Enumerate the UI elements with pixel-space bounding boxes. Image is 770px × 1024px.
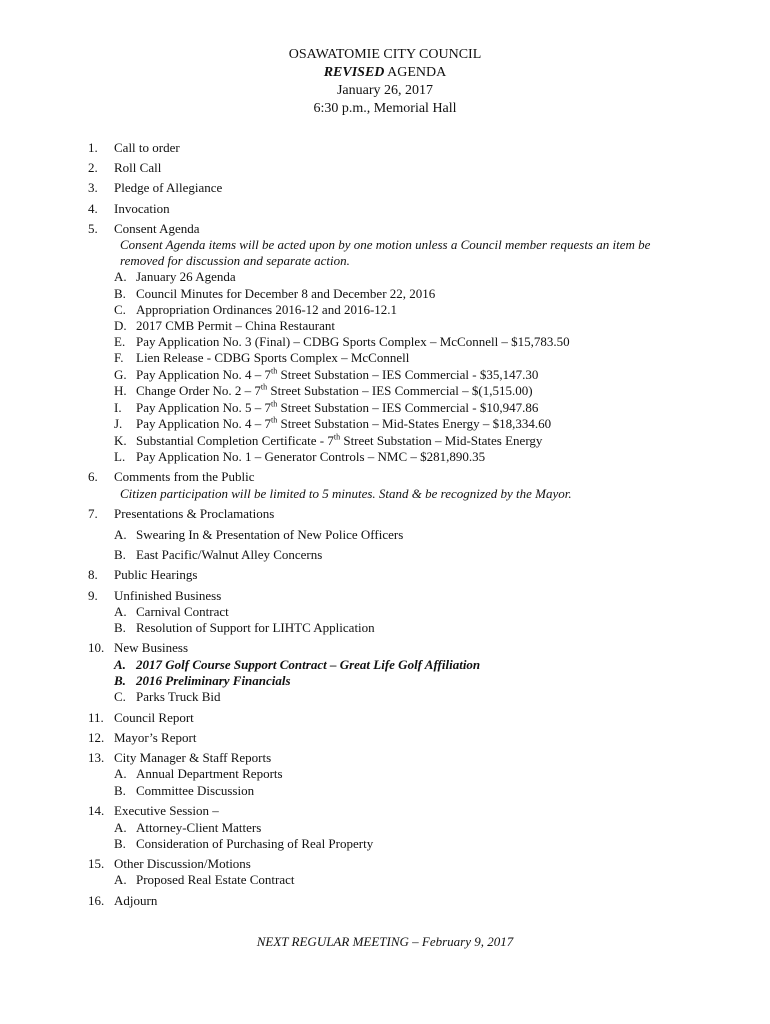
sub-text-part: Street Substation – Mid-States Energy – $18,334.60	[277, 416, 552, 431]
sub-letter: B.	[114, 673, 126, 688]
sub-text: Pay Application No. 3 (Final) – CDBG Sports Complex – McConnell – $15,783.50	[136, 334, 570, 349]
sub-letter: B.	[114, 286, 126, 301]
revised-label: REVISED	[323, 65, 385, 80]
sub-letter: C.	[114, 689, 126, 704]
sub-text	[136, 416, 551, 432]
sub-text: Pay Application No. 1 – Generator Controls – NMC – $281,890.35	[136, 449, 486, 464]
item-text: Council Report	[114, 710, 194, 725]
item-number: 10.	[88, 640, 105, 655]
ordinal-suffix: th	[271, 399, 278, 409]
ordinal-suffix: th	[260, 382, 268, 392]
item-number: 1.	[88, 140, 98, 155]
sub-text: 2017 Golf Course Support Contract – Great Life Golf Affiliation	[136, 657, 481, 672]
sub-letter: A.	[114, 766, 127, 781]
sub-text: Consideration of Purchasing of Real Property	[136, 836, 374, 851]
sub-letter: J.	[114, 416, 123, 431]
sub-text: 2016 Preliminary Financials	[136, 673, 291, 688]
sub-letter: D.	[114, 318, 127, 333]
note-text: Citizen participation will be limited to 5 minutes. Stand & be recognized by the Mayor.	[120, 486, 572, 501]
sub-text: Council Minutes for December 8 and December 22, 2016	[136, 286, 436, 301]
sub-text-part: Street Substation – IES Commercial - $10,947.86	[277, 400, 539, 415]
sub-letter: C.	[114, 302, 126, 317]
sub-text: Resolution of Support for LIHTC Application	[136, 620, 375, 635]
item-text: Presentations & Proclamations	[114, 506, 275, 521]
item-text: Pledge of Allegiance	[114, 180, 223, 195]
ordinal-suffix: th	[271, 366, 278, 376]
sub-letter: K.	[114, 433, 127, 448]
sub-text-part: Pay Application No. 4 – 7	[136, 416, 272, 431]
sub-text: Swearing In & Presentation of New Police Officers	[136, 527, 404, 542]
sub-text: 2017 CMB Permit – China Restaurant	[136, 318, 335, 333]
sub-letter: F.	[114, 350, 124, 365]
item-number: 2.	[88, 160, 98, 175]
sub-text-part: Street Substation – IES Commercial - $35,147.30	[277, 367, 539, 382]
item-text: Call to order	[114, 140, 180, 155]
item-text: New Business	[114, 640, 189, 655]
item-number: 7.	[88, 506, 98, 521]
sub-text	[136, 400, 538, 416]
item-text: Public Hearings	[114, 567, 198, 582]
item-number: 11.	[88, 710, 104, 725]
note-text: Consent Agenda items will be acted upon by one motion unless a Council member requests an item be	[120, 237, 651, 252]
council-title: OSAWATOMIE CITY COUNCIL	[288, 47, 482, 62]
sub-text: January 26 Agenda	[136, 269, 236, 284]
item-text: Other Discussion/Motions	[114, 856, 251, 871]
item-number: 9.	[88, 588, 98, 603]
item-number: 15.	[88, 856, 105, 871]
item-number: 12.	[88, 730, 105, 745]
sub-letter: B.	[114, 783, 126, 798]
item-number: 16.	[88, 893, 105, 908]
sub-letter: B.	[114, 620, 126, 635]
sub-letter: A.	[114, 604, 127, 619]
item-text: Adjourn	[114, 893, 158, 908]
item-number: 8.	[88, 567, 98, 582]
item-text: Unfinished Business	[114, 588, 222, 603]
sub-letter: B.	[114, 836, 126, 851]
item-number: 13.	[88, 750, 105, 765]
note-text: removed for discussion and separate action.	[120, 253, 350, 268]
sub-text: Lien Release - CDBG Sports Complex – McConnell	[136, 350, 410, 365]
sub-text-part: Substantial Completion Certificate - 7	[136, 433, 334, 448]
ordinal-suffix: th	[333, 432, 341, 442]
sub-text	[136, 383, 533, 399]
ordinal-suffix: th	[271, 415, 278, 425]
item-text: Executive Session –	[114, 803, 219, 818]
sub-text: Proposed Real Estate Contract	[136, 872, 295, 887]
sub-letter: E.	[114, 334, 126, 349]
item-text: Invocation	[114, 201, 170, 216]
item-text: City Manager & Staff Reports	[114, 750, 272, 765]
sub-text: Carnival Contract	[136, 604, 229, 619]
sub-letter: A.	[114, 527, 127, 542]
sub-letter: H.	[114, 383, 127, 398]
item-text: Roll Call	[114, 160, 162, 175]
item-text: Consent Agenda	[114, 221, 200, 236]
sub-text	[136, 367, 538, 383]
sub-text: Committee Discussion	[136, 783, 255, 798]
item-number: 4.	[88, 201, 98, 216]
sub-letter: A.	[114, 872, 127, 887]
sub-text	[136, 433, 542, 449]
item-text: Comments from the Public	[114, 469, 255, 484]
item-number: 6.	[88, 469, 98, 484]
item-number: 5.	[88, 221, 98, 236]
meeting-date: January 26, 2017	[336, 83, 434, 98]
sub-letter: A.	[114, 269, 127, 284]
sub-text-part: Pay Application No. 4 – 7	[136, 367, 272, 382]
sub-letter: A.	[114, 820, 127, 835]
sub-text-part: Street Substation – Mid-States Energy	[340, 433, 543, 448]
item-text: Mayor’s Report	[114, 730, 197, 745]
sub-letter: I.	[114, 400, 122, 415]
sub-text: Appropriation Ordinances 2016-12 and 2016-12.1	[136, 302, 398, 317]
sub-text: East Pacific/Walnut Alley Concerns	[136, 547, 323, 562]
sub-text-part: Pay Application No. 5 – 7	[136, 400, 272, 415]
next-meeting-footer: NEXT REGULAR MEETING – February 9, 2017	[256, 934, 514, 949]
item-number: 14.	[88, 803, 105, 818]
sub-letter: L.	[114, 449, 126, 464]
sub-letter: G.	[114, 367, 127, 382]
sub-letter: A.	[114, 657, 126, 672]
sub-text-part: Street Substation – IES Commercial – $(1,515.00)	[267, 383, 533, 398]
sub-text-part: Change Order No. 2 – 7	[136, 383, 261, 398]
sub-letter: B.	[114, 547, 126, 562]
sub-text: Parks Truck Bid	[136, 689, 221, 704]
item-number: 3.	[88, 180, 98, 195]
sub-text: Annual Department Reports	[136, 766, 283, 781]
sub-text: Attorney-Client Matters	[136, 820, 262, 835]
meeting-time-place: 6:30 p.m., Memorial Hall	[313, 101, 457, 116]
agenda-subtitle	[0, 64, 770, 82]
agenda-label: AGENDA	[384, 65, 447, 80]
